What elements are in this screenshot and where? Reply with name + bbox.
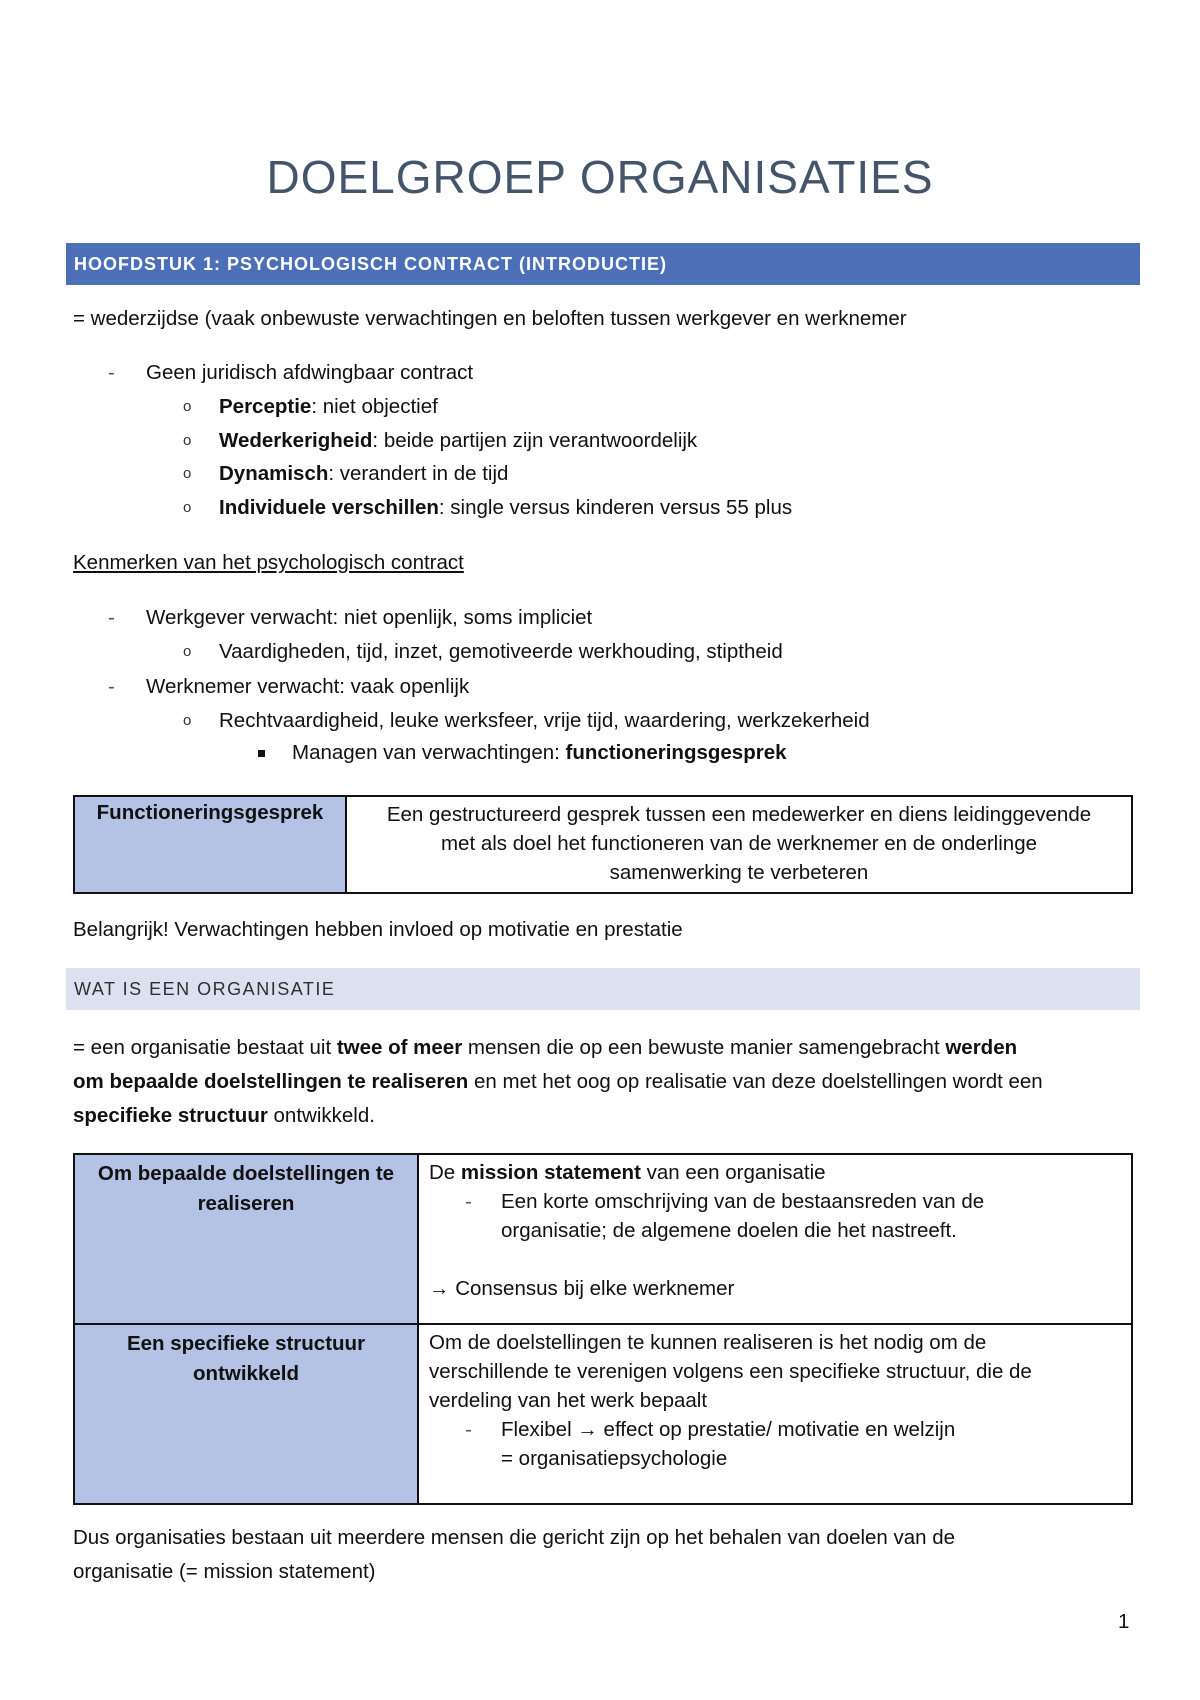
dash-bullet-icon: - — [465, 1418, 472, 1441]
managen-bullet — [292, 741, 787, 765]
table-text: Een korte omschrijving van de bestaansreden van de — [501, 1190, 985, 1213]
contract-bullet: Geen juridisch afdwingbaar contract — [146, 361, 474, 384]
arrow-right-icon: → — [429, 1277, 450, 1300]
kenmerken-heading: Kenmerken van het psychologisch contract — [73, 551, 464, 574]
page-number: 1 — [1118, 1610, 1130, 1633]
document-title: DOELGROEP ORGANISATIES — [266, 151, 934, 203]
table-text: Om de doelstellingen te kunnen realiseren is het nodig om de — [429, 1331, 987, 1354]
table-bold: mission statement — [460, 1161, 641, 1184]
table-text: van een organisatie — [640, 1161, 826, 1184]
werkgever-sub-bullet: Vaardigheden, tijd, inzet, gemotiveerde werkhouding, stiptheid — [219, 640, 783, 663]
contract-item-text: : verandert in de tijd — [328, 462, 509, 485]
managen-bold: functioneringsgesprek — [565, 741, 787, 764]
table-label: Een specifieke structuur — [126, 1332, 366, 1355]
flexibel-line — [501, 1415, 1121, 1444]
conclusion-line: Dus organisaties bestaan uit meerdere mensen die gericht zijn op het behalen van doelen van de — [73, 1526, 956, 1549]
dash-bullet-icon: - — [108, 675, 115, 698]
table-label-cell — [74, 1154, 418, 1324]
table-label: Functioneringsgesprek — [96, 801, 324, 824]
org-def-text: en met het oog op realisatie van deze doelstellingen wordt een — [468, 1070, 1043, 1093]
table-label-cell — [74, 1324, 418, 1504]
table-content-cell — [346, 796, 1132, 893]
contract-item-term: Dynamisch — [219, 462, 329, 485]
circle-bullet-icon: o — [183, 398, 192, 415]
organisatie-table — [73, 1153, 1133, 1505]
table-text-line: met als doel het functioneren van de werknemer en de onderlinge — [440, 832, 1037, 855]
table-text: = organisatiepsychologie — [501, 1447, 728, 1470]
square-bullet-icon — [258, 750, 265, 757]
org-def-bold: specifieke structuur — [73, 1104, 268, 1127]
org-def-line — [73, 1036, 1017, 1060]
table-label: realiseren — [197, 1192, 295, 1215]
table-text-line: Een gestructureerd gesprek tussen een medewerker en diens leidinggevende — [386, 803, 1092, 826]
table-text: organisatie; de algemene doelen die het nastreeft. — [501, 1219, 957, 1242]
table-text: verdeling van het werk bepaalt — [429, 1389, 708, 1412]
table-text-line: samenwerking te verbeteren — [609, 861, 869, 884]
contract-item — [219, 496, 792, 520]
org-def-text: mensen die op een bewuste manier samengebracht — [462, 1036, 946, 1059]
dash-bullet-icon: - — [108, 361, 115, 384]
section-heading: WAT IS EEN ORGANISATIE — [66, 968, 1140, 1010]
circle-bullet-icon: o — [183, 432, 192, 449]
circle-bullet-icon: o — [183, 465, 192, 482]
table-label: Om bepaalde doelstellingen te — [97, 1162, 395, 1185]
definition-text: = wederzijdse (vaak onbewuste verwachtingen en beloften tussen werkgever en werknemer — [73, 307, 907, 330]
contract-item — [219, 429, 697, 453]
chapter-heading: HOOFDSTUK 1: PSYCHOLOGISCH CONTRACT (INTRODUCTIE) — [66, 243, 1140, 285]
werknemer-bullet: Werknemer verwacht: vaak openlijk — [146, 675, 470, 698]
org-def-bold: werden — [945, 1036, 1018, 1059]
table-text: Flexibel — [501, 1418, 578, 1441]
managen-prefix: Managen van verwachtingen: — [292, 741, 566, 764]
table-text: verschillende te verenigen volgens een specifieke structuur, die de — [429, 1360, 1032, 1383]
contract-item-term: Individuele verschillen — [219, 496, 439, 519]
dash-bullet-icon: - — [465, 1190, 472, 1213]
table-text: Consensus bij elke werknemer — [449, 1277, 735, 1300]
dash-bullet-icon: - — [108, 606, 115, 629]
org-def-bold: twee of meer — [336, 1036, 463, 1059]
functioneringsgesprek-table — [73, 795, 1133, 894]
org-def-line — [73, 1104, 375, 1128]
circle-bullet-icon: o — [183, 643, 192, 660]
contract-item-text: : niet objectief — [311, 395, 438, 418]
contract-item-term: Perceptie — [219, 395, 312, 418]
mission-line — [429, 1158, 1121, 1187]
werkgever-bullet: Werkgever verwacht: niet openlijk, soms impliciet — [146, 606, 593, 629]
table-content-cell — [418, 1154, 1132, 1324]
contract-item — [219, 395, 438, 419]
arrow-right-icon: → — [577, 1418, 598, 1441]
table-label-cell — [74, 796, 346, 893]
contract-item-term: Wederkerigheid — [219, 429, 373, 452]
structure-bullet — [429, 1415, 1121, 1473]
werknemer-sub-bullet: Rechtvaardigheid, leuke werksfeer, vrije tijd, waardering, werkzekerheid — [219, 709, 870, 732]
circle-bullet-icon: o — [183, 712, 192, 729]
mission-bullet — [429, 1187, 1121, 1245]
contract-item-text: : beide partijen zijn verantwoordelijk — [372, 429, 698, 452]
belangrijk-note: Belangrijk! Verwachtingen hebben invloed op motivatie en prestatie — [73, 918, 683, 941]
table-text: De — [429, 1161, 461, 1184]
org-def-bold: om bepaalde doelstellingen te realiseren — [73, 1070, 469, 1093]
table-content-cell — [418, 1324, 1132, 1504]
table-label: ontwikkeld — [193, 1362, 299, 1385]
org-def-text: = een organisatie bestaat uit — [73, 1036, 337, 1059]
org-def-line — [73, 1070, 1043, 1094]
contract-item — [219, 462, 508, 486]
contract-item-text: : single versus kinderen versus 55 plus — [438, 496, 793, 519]
table-text: effect op prestatie/ motivatie en welzijn — [597, 1418, 956, 1441]
consensus-line — [429, 1274, 1121, 1303]
circle-bullet-icon: o — [183, 499, 192, 516]
conclusion-line: organisatie (= mission statement) — [73, 1560, 376, 1583]
org-def-text: ontwikkeld. — [267, 1104, 375, 1127]
